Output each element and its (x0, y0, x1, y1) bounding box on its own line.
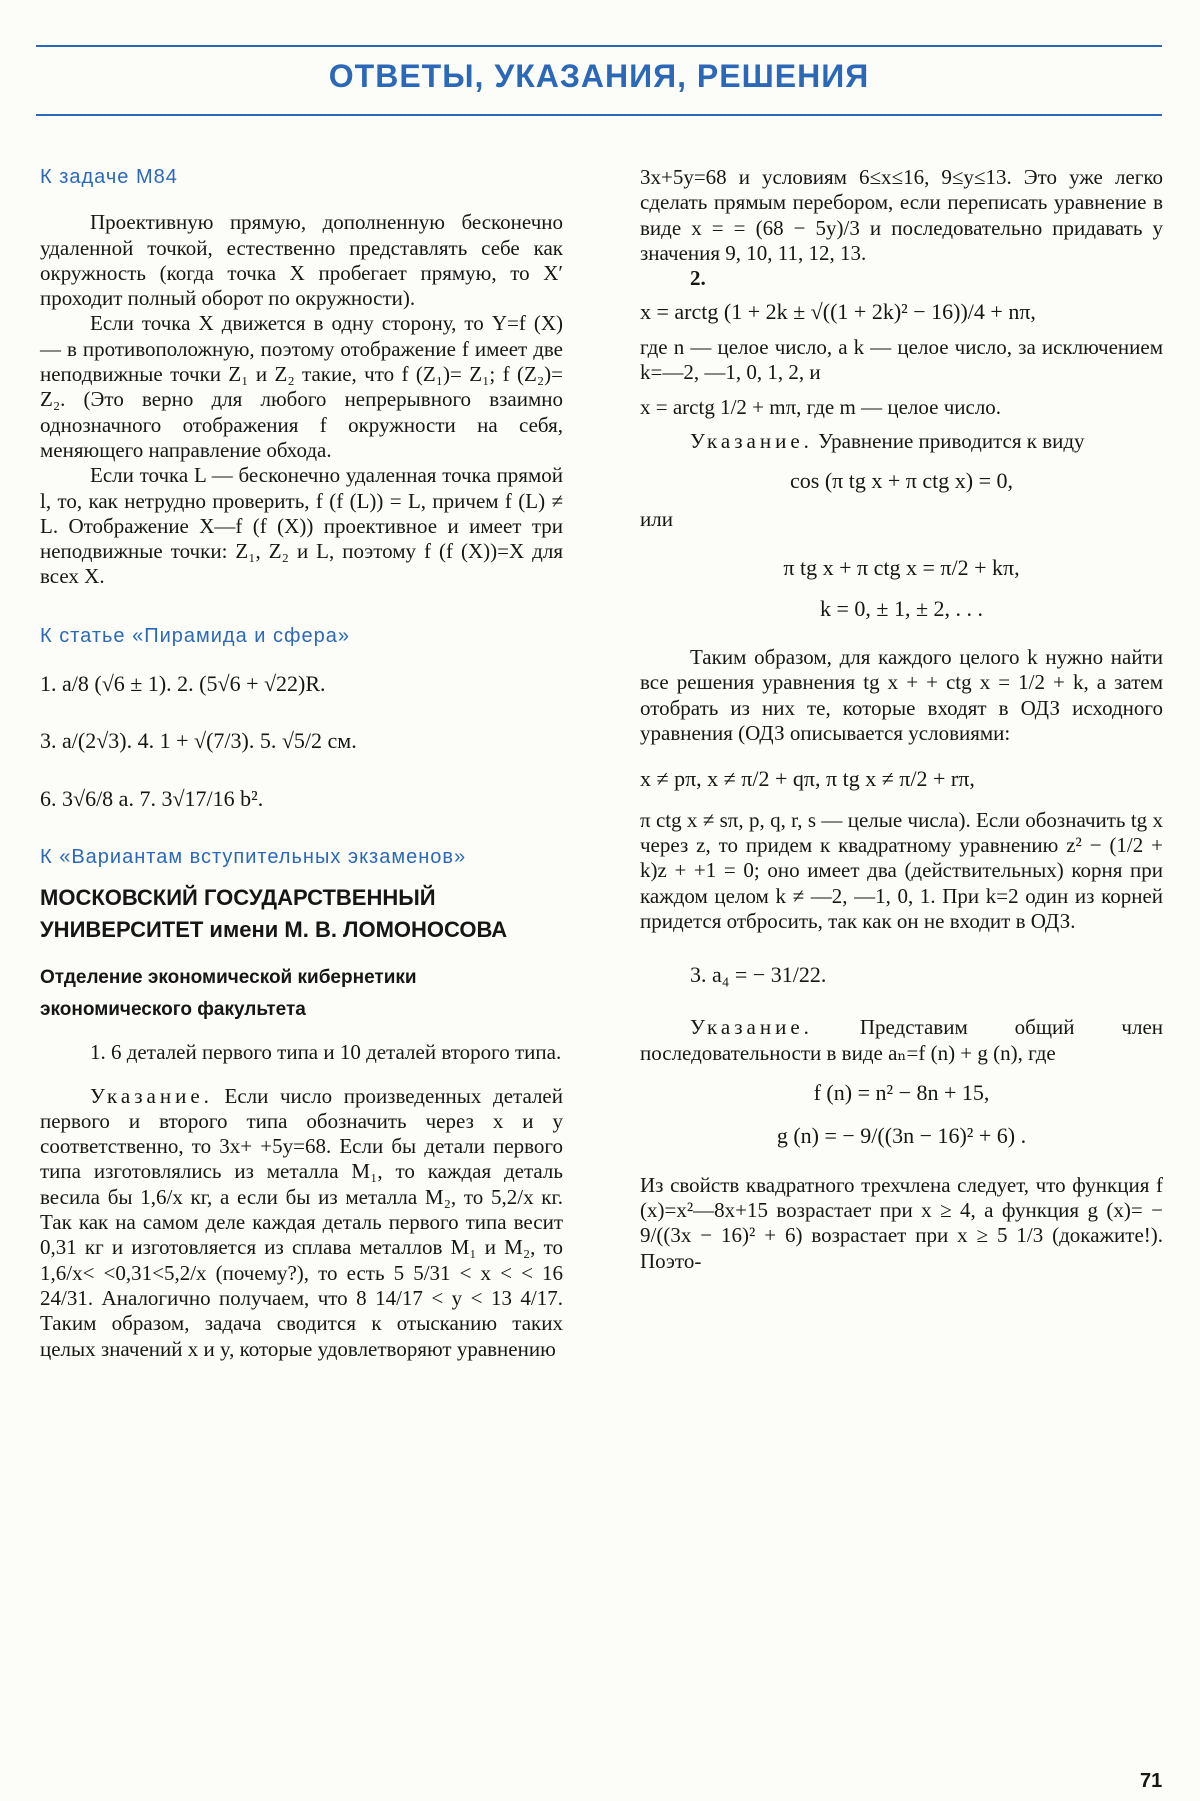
header-rule-bottom (36, 114, 1162, 116)
variants-heading: К «Вариантам вступительных экзаменов» (40, 845, 467, 868)
equation-g-n: g (n) = − 9/((3n − 16)² + 6) . (776, 1123, 1027, 1149)
equation-k-values: k = 0, ± 1, ± 2, . . . (819, 595, 984, 621)
hint-1 (40, 1084, 563, 1362)
university-line-1: МОСКОВСКИЙ ГОСУДАРСТВЕННЫЙ (40, 885, 436, 911)
hint-3 (640, 1015, 1163, 1066)
header-rule-top (36, 45, 1162, 47)
hint-3-label: Указание. (690, 1015, 813, 1040)
hint-3-text: Представим общий член последовательности в виде aₙ=f (n) + g (n), где (640, 1015, 1164, 1065)
hint-2 (640, 429, 1163, 454)
odz-conditions: x ≠ pπ, x ≠ π/2 + qπ, π tg x ≠ π/2 + rπ, (640, 766, 975, 792)
answer-1: 1. 6 деталей первого типа и 10 деталей второго типа. (90, 1040, 562, 1065)
answer-2-text: где n — целое число, а k — целое число, за исключением k=—2, —1, 0, 1, 2, и (640, 334, 1163, 385)
m84-heading: К задаче М84 (40, 166, 178, 188)
pyramid-answers-1: 1. a/8 (√6 ± 1). 2. (5√6 + √22)R. (40, 671, 326, 697)
equation-f-n: f (n) = n² − 8n + 15, (813, 1080, 990, 1106)
m84-paragraph-3: Если точка L — бесконечно удаленная точка прямой l, то, как нетрудно проверить, f (f (L)) = L, причем f (L) ≠ L. Отображение X—f (f (X)) проективное и имеет три неподвижные точки: Z₁, Z₂ и L, поэтому f (f (X))=X для всех X. (40, 463, 563, 589)
answer-3: 3. a₄ = − 31/22. (690, 962, 827, 988)
hint-2-label: Указание. (690, 428, 813, 453)
m84-paragraph-1: Проективную прямую, дополненную бесконечно удаленной точкой, естественно представлять себе как окружность (когда точка X пробегает прямую, то X′ проходит полный оборот по окружности). (40, 210, 563, 311)
answer-2-formula-2: x = arctg 1/2 + mπ, где m — целое число. (640, 395, 1002, 420)
left-column (40, 165, 563, 1362)
page-header: ОТВЕТЫ, УКАЗАНИЯ, РЕШЕНИЯ (328, 58, 870, 94)
pyramid-answers-3: 6. 3√6/8 a. 7. 3√17/16 b². (40, 785, 264, 811)
ctg-paragraph: π ctg x ≠ sπ, p, q, r, s — целые числа). Если обозначить tg x через z, то придем к квадратному уравнению z² − (1/2 + k)z + +1 = 0; оно имеет два (действительных) корня при каждом целом k ≠ —2, —1, 0, 1. При k=2 один из корней придется отбросить, так как он не входит в ОДЗ. (640, 807, 1163, 933)
continuation-paragraph: 3x+5y=68 и условиям 6≤x≤16, 9≤y≤13. Это уже легко сделать прямым перебором, если переписать уравнение в виде x = = (68 − 5y)/3 и последовательно придавать y значения 9, 10, 11, 12, 13. (640, 165, 1163, 265)
last-paragraph: Из свойств квадратного трехчлена следует, что функция f (x)=x²—8x+15 возрастает при x ≥ 4, а функция g (x)= − 9/((3x − 16)² + 6) возрастает при x ≥ 5 1/3 (докажите!). Поэто- (640, 1172, 1163, 1273)
department-line-1: Отделение экономической кибернетики (40, 967, 417, 989)
answer-2-formula: x = arctg (1 + 2k ± √((1 + 2k)² − 16))/4 + nπ, (640, 299, 1036, 325)
hint-1-label: Указание. (90, 1083, 213, 1108)
right-column (640, 165, 1163, 1274)
university-line-2: УНИВЕРСИТЕТ имени М. В. ЛОМОНОСОВА (40, 917, 508, 943)
equation-cos: cos (π tg x + π ctg x) = 0, (790, 467, 1013, 493)
equation-tg-ctg: π tg x + π ctg x = π/2 + kπ, (783, 554, 1020, 580)
thus-paragraph: Таким образом, для каждого целого k нужно найти все решения уравнения tg x + + ctg x = 1/2 + k, а затем отобрать из них те, которые входят в ОДЗ исходного уравнения (ОДЗ описывается условиями: (640, 645, 1163, 746)
or-word: или (640, 507, 673, 532)
pyramid-answers-2: 3. a/(2√3). 4. 1 + √(7/3). 5. √5/2 см. (40, 728, 357, 754)
m84-paragraph-2: Если точка X движется в одну сторону, то Y=f (X) — в противоположную, поэтому отображение f имеет две неподвижные точки Z₁ и Z₂ такие, что f (Z₁)= Z₁; f (Z₂)= Z₂. (Это верно для любого непрерывного взаимно однозначного отображения f окружности на себя, меняющего направление обхода. (40, 311, 563, 462)
answer-2-label: 2. (690, 266, 706, 291)
hint-2-text: Уравнение приводится к виду (818, 428, 1085, 453)
page-number: 71 (1140, 1770, 1163, 1792)
department-line-2: экономического факультета (40, 999, 306, 1021)
pyramid-heading: К статье «Пирамида и сфера» (40, 624, 350, 647)
hint-1-text: Если число произведенных деталей первого и второго типа обозначить через x и y соответственно, то 3x+ +5y=68. Если бы детали первого типа изготовлялись из металла M₁, то каждая деталь весила бы 1,6/x кг, а если бы из металла M₂, то 5,2/x кг. Так как на самом деле каждая деталь первого типа весит 0,31 кг и изготовляется из сплава металлов M₁ и M₂, то 1,6/x< <0,31<5,2/x (почему?), то есть 5 5/31 < x < < 16 24/31. Аналогично получаем, что 8 14/17 < y < 13 4/17. Таким образом, задача сводится к отысканию таких целых значений x и y, которые удовлетворяют уравнению (40, 1083, 563, 1361)
